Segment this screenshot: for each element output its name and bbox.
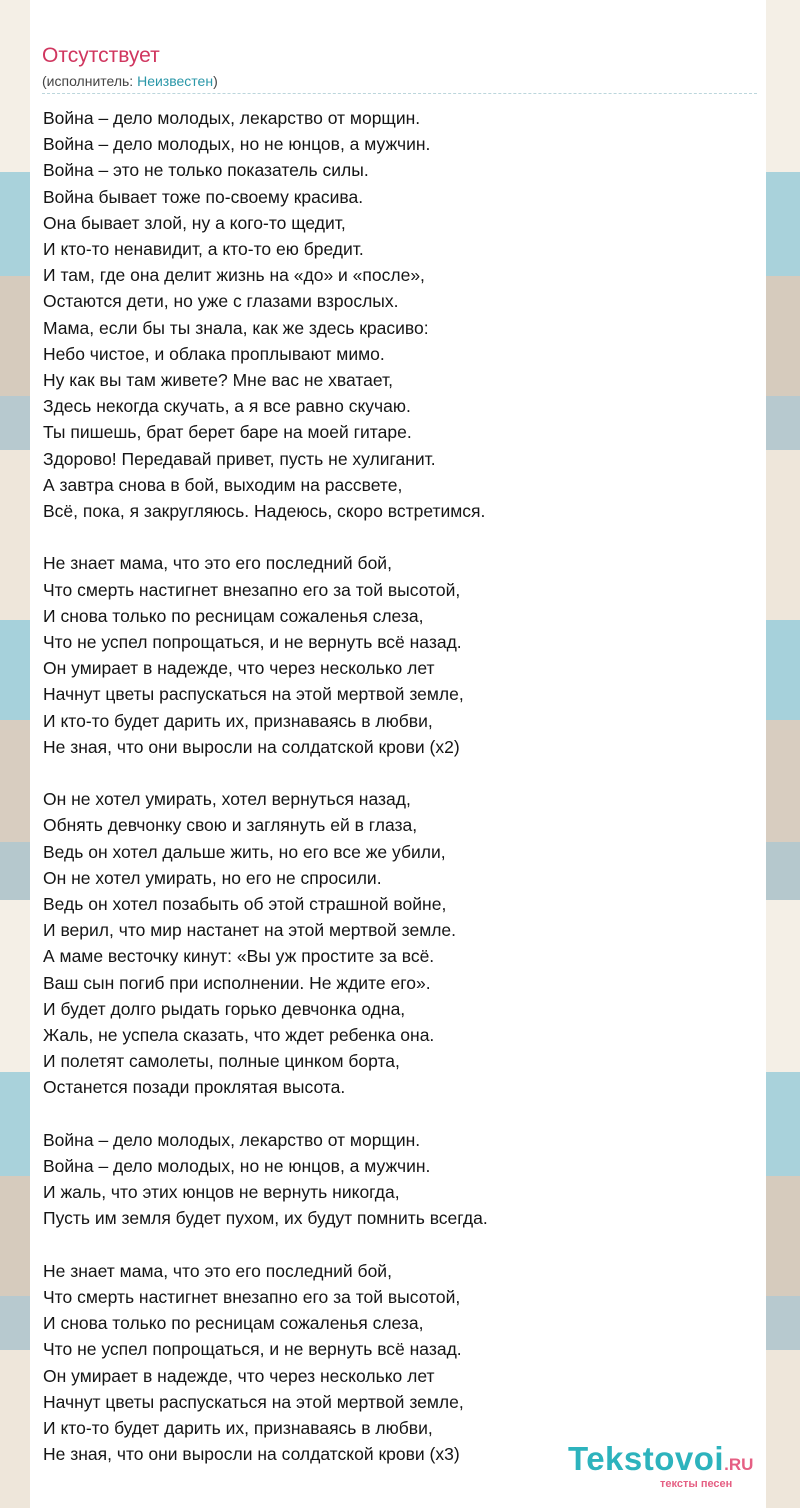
lyrics-stanza — [43, 550, 763, 760]
lyric-line: Не зная, что они выросли на солдатской крови (x2) — [43, 736, 460, 757]
lyric-line: Ведь он хотел дальше жить, но его все же убили, — [43, 841, 446, 862]
lyric-line: Здорово! Передавай привет, пусть не хулиганит. — [43, 448, 436, 469]
header-divider — [42, 93, 757, 94]
lyric-line: И снова только по ресницам сожаленья слеза, — [43, 1313, 424, 1334]
lyric-line: И полетят самолеты, полные цинком борта, — [43, 1051, 400, 1072]
lyric-line: Война – дело молодых, лекарство от морщин. — [43, 1129, 421, 1150]
lyric-line: Он умирает в надежде, что через несколько лет — [43, 658, 435, 679]
lyric-line: Останется позади проклятая высота. — [43, 1077, 346, 1098]
lyric-line: Он не хотел умирать, но его не спросили. — [43, 867, 382, 888]
lyric-line: Война – дело молодых, лекарство от морщин. — [43, 108, 421, 128]
lyric-line: Война – дело молодых, но не юнцов, а мужчин. — [43, 1156, 431, 1177]
lyrics-stanza — [43, 1258, 763, 1468]
lyric-line: И будет долго рыдать горько девчонка одна, — [43, 998, 406, 1019]
lyric-line: Не зная, что они выросли на солдатской крови (x3) — [43, 1444, 460, 1465]
lyric-line: Ты пишешь, брат берет баре на моей гитаре. — [43, 422, 412, 443]
lyric-line: Ваш сын погиб при исполнении. Не ждите его». — [43, 972, 431, 993]
logo-name: Tekstovoi — [568, 1440, 725, 1477]
lyric-line: Она бывает злой, ну а кого-то щедит, — [43, 212, 346, 233]
lyric-line: Что смерть настигнет внезапно его за той высотой, — [43, 579, 461, 600]
lyrics-body — [43, 105, 763, 1494]
logo-tagline: тексты песен — [660, 1478, 733, 1490]
lyric-line: Жаль, не успела сказать, что ждет ребенка она. — [43, 1025, 435, 1046]
lyric-line: Ну как вы там живете? Мне вас не хватает, — [43, 370, 393, 391]
lyrics-stanza — [43, 105, 763, 524]
lyric-line: Война бывает тоже по-своему красива. — [43, 186, 364, 207]
lyric-line: Здесь некогда скучать, а я все равно скучаю. — [43, 396, 411, 417]
lyric-line: Начнут цветы распускаться на этой мертвой земле, — [43, 684, 464, 705]
artist-link[interactable]: Неизвестен — [137, 73, 214, 89]
lyric-line: Ведь он хотел позабыть об этой страшной войне, — [43, 894, 447, 915]
lyric-line: Он не хотел умирать, хотел вернуться назад, — [43, 789, 411, 810]
lyrics-stanza — [43, 786, 763, 1100]
lyric-line: И кто-то ненавидит, а кто-то ею бредит. — [43, 239, 364, 260]
lyric-line: Не знает мама, что это его последний бой, — [43, 1260, 392, 1281]
lyric-line: Что смерть настигнет внезапно его за той высотой, — [43, 1287, 461, 1308]
lyric-line: Остаются дети, но уже с глазами взрослых. — [43, 291, 399, 312]
lyric-line: А маме весточку кинут: «Вы уж простите за всё. — [43, 946, 435, 967]
lyric-line: Что не успел попрощаться, и не вернуть всё назад. — [43, 632, 462, 653]
lyric-line: Пусть им земля будет пухом, их будут помнить всегда. — [43, 1208, 488, 1229]
lyric-line: Начнут цветы распускаться на этой мертвой земле, — [43, 1391, 464, 1412]
lyric-line: Небо чистое, и облака проплывают мимо. — [43, 343, 385, 364]
lyric-line: Не знает мама, что это его последний бой, — [43, 553, 392, 574]
lyric-line: И снова только по ресницам сожаленья слеза, — [43, 605, 424, 626]
lyric-line: Что не успел попрощаться, и не вернуть всё назад. — [43, 1339, 462, 1360]
lyrics-stanza — [43, 1127, 763, 1232]
lyric-line: Война – это не только показатель силы. — [43, 160, 369, 181]
lyric-line: Война – дело молодых, но не юнцов, а мужчин. — [43, 134, 431, 155]
artist-prefix: (исполнитель: — [42, 73, 138, 89]
song-subtitle — [42, 73, 218, 89]
lyric-line: Обнять девчонку свою и заглянуть ей в глаза, — [43, 815, 418, 836]
lyric-line: И верил, что мир настанет на этой мертвой земле. — [43, 920, 457, 941]
lyric-line: И жаль, что этих юнцов не вернуть никогда, — [43, 1182, 400, 1203]
site-logo[interactable] — [568, 1440, 778, 1490]
lyric-line: И там, где она делит жизнь на «до» и «после», — [43, 265, 425, 286]
lyric-line: Он умирает в надежде, что через несколько лет — [43, 1365, 435, 1386]
lyric-line: И кто-то будет дарить их, признаваясь в любви, — [43, 1418, 433, 1439]
logo-tld: .RU — [724, 1455, 754, 1474]
lyric-line: А завтра снова в бой, выходим на рассвете, — [43, 474, 403, 495]
lyric-line: И кто-то будет дарить их, признаваясь в любви, — [43, 710, 433, 731]
lyric-line: Всё, пока, я закругляюсь. Надеюсь, скоро встретимся. — [43, 501, 486, 522]
artist-suffix: ) — [213, 73, 218, 89]
lyric-line: Мама, если бы ты знала, как же здесь красиво: — [43, 317, 429, 338]
song-title: Отсутствует — [42, 44, 160, 67]
